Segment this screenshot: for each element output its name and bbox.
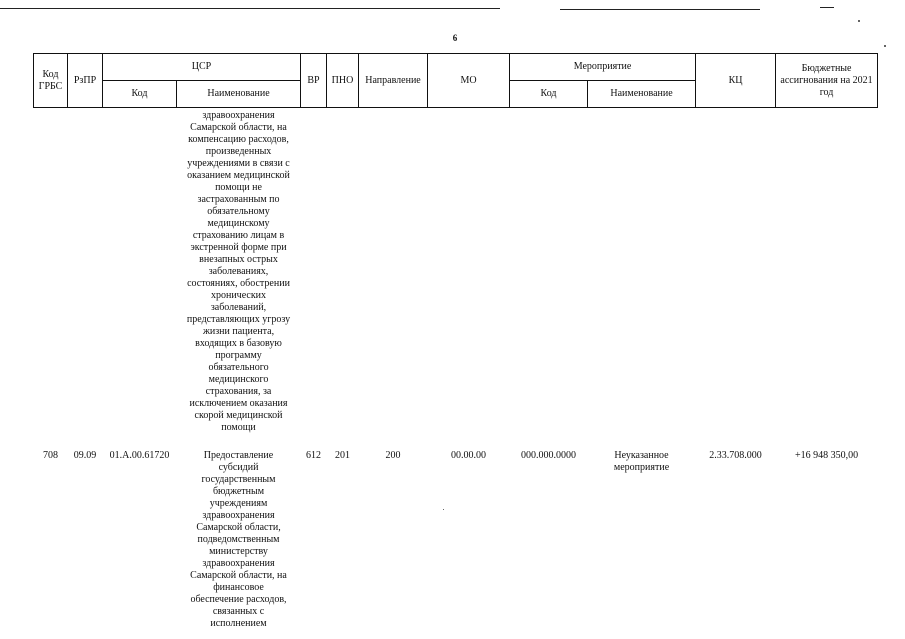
header-mo: МО xyxy=(428,54,510,108)
csr-name-continuation: здравоохранения Самарской области, на компенсацию расходов, произведенных учреждениями в связи с оказанием медицинской помощи не застрахованным по обязательному медицинскому страхованию лицам в экстренной форме при внезапных острых заболеваниях, состояниях, обострении хронических заболеваний, представляющих угрозу жизни пациента, входящих в базовую программу обязательного медицинского страхования, за исключением оказания скорой медицинской помощи xyxy=(186,110,291,433)
table-row-continuation xyxy=(34,108,878,441)
scan-edge-line-right xyxy=(560,9,760,10)
table-header xyxy=(34,54,878,108)
header-rzpr: РзПР xyxy=(68,54,103,108)
scan-speck xyxy=(884,45,886,47)
scan-edge-line xyxy=(0,8,500,9)
scan-edge-dash xyxy=(820,7,834,8)
cell-vr: 612 xyxy=(306,450,322,461)
budget-table xyxy=(33,53,878,630)
cell-csr-kod: 01.А.00.61720 xyxy=(109,450,170,461)
header-event-name: Наименование xyxy=(588,81,696,108)
header-event-kod: Код xyxy=(510,81,588,108)
table-row xyxy=(34,440,878,630)
header-csr-kod: Код xyxy=(103,81,177,108)
header-csr-name: Наименование xyxy=(177,81,301,108)
header-event: Мероприятие xyxy=(510,54,696,81)
cell-rzpr: 09.09 xyxy=(73,450,97,461)
header-kod-grbs: Код ГРБС xyxy=(34,54,68,108)
cell-csr-name: Предоставление субсидий государственным бюджетным учреждениям здравоохранения Самарской области, подведомственным министерству здравоохранения Самарской области, на финансовое обеспечение расходов, связанных с исполнением xyxy=(190,450,287,629)
scan-speck xyxy=(858,20,860,22)
header-pno: ПНО xyxy=(327,54,359,108)
header-direction: Направление xyxy=(359,54,428,108)
cell-direction: 200 xyxy=(385,450,401,461)
cell-event-name: Неуказанное мероприятие xyxy=(613,450,670,473)
cell-event-kod: 000.000.0000 xyxy=(521,450,577,461)
page-number: 6 xyxy=(452,33,458,43)
header-budget: Бюджетные ассигнования на 2021 год xyxy=(776,54,878,108)
cell-mo: 00.00.00 xyxy=(451,450,487,461)
cell-kod-grbs: 708 xyxy=(43,450,58,461)
header-csr: ЦСР xyxy=(103,54,301,81)
header-kc: КЦ xyxy=(696,54,776,108)
header-vr: ВР xyxy=(301,54,327,108)
cell-kc: 2.33.708.000 xyxy=(709,450,762,461)
cell-budget: +16 948 350,00 xyxy=(794,450,859,461)
cell-pno: 201 xyxy=(335,450,351,461)
